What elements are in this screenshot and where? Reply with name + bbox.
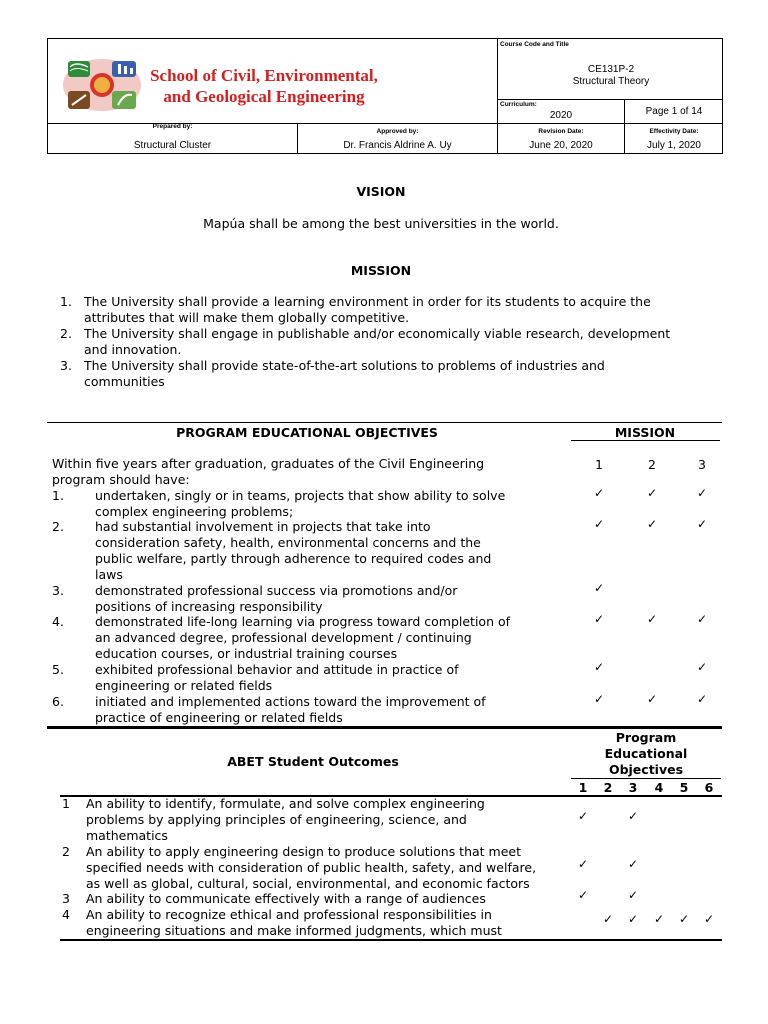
peo-col-1: 1 (595, 457, 603, 472)
abet-row-text: as well as global, cultural, social, environmental, and economic factors (86, 876, 530, 891)
abet-row-text: An ability to communicate effectively with a range of audiences (86, 891, 486, 906)
peo-mission-rule (571, 440, 720, 441)
mission-item-text: The University shall provide a learning environment in order for its students to acquire the (84, 294, 651, 309)
peo-row-number: 5. (52, 662, 64, 677)
approved-value: Dr. Francis Aldrine A. Uy (343, 140, 452, 151)
peo-row-text: initiated and implemented actions toward the improvement of (95, 694, 486, 709)
peo-title: PROGRAM EDUCATIONAL OBJECTIVES (176, 425, 438, 440)
check-mark-icon: ✓ (696, 692, 708, 706)
prepared-label: Prepared by: (152, 123, 193, 130)
check-mark-icon: ✓ (627, 809, 639, 823)
abet-peo-header-line1: Program (615, 730, 677, 745)
check-mark-icon: ✓ (696, 486, 708, 500)
peo-row-text: demonstrated life-long learning via progress toward completion of (95, 614, 511, 629)
peo-row-text: laws (95, 567, 123, 582)
prepared-value: Structural Cluster (133, 140, 212, 151)
abet-row-number: 2 (62, 844, 70, 859)
abet-col-label: 5 (679, 780, 689, 795)
document-header (47, 38, 723, 154)
effectivity-value: July 1, 2020 (647, 140, 701, 151)
abet-peo-rule (571, 778, 721, 779)
abet-row-number: 3 (62, 891, 70, 906)
peo-row-text: demonstrated professional success via promotions and/or (95, 583, 458, 598)
school-name-line1: School of Civil, Environmental, (150, 66, 378, 85)
check-mark-icon: ✓ (577, 809, 589, 823)
mission-item-number: 3. (60, 358, 72, 373)
peo-col-2: 2 (648, 457, 656, 472)
check-mark-icon: ✓ (593, 692, 605, 706)
peo-intro-line2: program should have: (52, 472, 190, 487)
mission-item-number: 2. (60, 326, 72, 341)
mission-item-number: 1. (60, 294, 72, 309)
peo-row-number: 6. (52, 694, 64, 709)
check-mark-icon: ✓ (696, 660, 708, 674)
course-code: CE131P-2 (587, 64, 635, 75)
abet-peo-header-line2: Educational (604, 746, 688, 761)
abet-col-label: 3 (628, 780, 638, 795)
peo-row-text: undertaken, singly or in teams, projects that show ability to solve (95, 488, 506, 503)
check-mark-icon: ✓ (703, 912, 715, 926)
check-mark-icon: ✓ (593, 486, 605, 500)
mission-item-text: The University shall engage in publishable and/or economically viable research, development (84, 326, 671, 341)
abet-row-text: An ability to identify, formulate, and solve complex engineering (86, 796, 485, 811)
peo-row-text: complex engineering problems; (95, 504, 294, 519)
school-seal-icon (60, 57, 144, 113)
peo-intro (52, 456, 572, 488)
effectivity-label: Effectivity Date: (649, 128, 699, 135)
check-mark-icon: ✓ (577, 888, 589, 902)
abet-col-label: 2 (603, 780, 613, 795)
abet-row-text: problems by applying principles of engineering, science, and (86, 812, 467, 827)
school-logo (60, 57, 144, 113)
vision-title: VISION (356, 184, 406, 199)
course-label: Course Code and Title (500, 41, 569, 48)
abet-row-number: 4 (62, 907, 70, 922)
peo-bottom-rule (47, 726, 722, 729)
peo-row-text: exhibited professional behavior and attitude in practice of (95, 662, 459, 677)
check-mark-icon: ✓ (696, 612, 708, 626)
peo-row-number: 4. (52, 614, 64, 629)
check-mark-icon: ✓ (593, 612, 605, 626)
abet-col-label: 1 (578, 780, 588, 795)
vision-text: Mapúa shall be among the best universities in the world. (203, 216, 559, 231)
peo-row-number: 1. (52, 488, 64, 503)
peo-row-text: had substantial involvement in projects that take into (95, 519, 431, 534)
check-mark-icon: ✓ (678, 912, 690, 926)
peo-row-text: consideration safety, health, environmental concerns and the (95, 535, 481, 550)
curriculum-value: 2020 (549, 110, 573, 121)
abet-peo-header-line3: Objectives (608, 762, 684, 777)
check-mark-icon: ✓ (646, 486, 658, 500)
mission-item-text: The University shall provide state-of-the-art solutions to problems of industries and (84, 358, 605, 373)
revision-label: Revision Date: (538, 128, 584, 135)
abet-title: ABET Student Outcomes (227, 754, 399, 769)
page-number: Page 1 of 14 (645, 106, 703, 117)
peo-row-number: 3. (52, 583, 64, 598)
check-mark-icon: ✓ (593, 581, 605, 595)
peo-row-text: engineering or related fields (95, 678, 273, 693)
check-mark-icon: ✓ (577, 857, 589, 871)
mission-item-text: communities (84, 374, 165, 389)
check-mark-icon: ✓ (646, 692, 658, 706)
check-mark-icon: ✓ (646, 612, 658, 626)
check-mark-icon: ✓ (653, 912, 665, 926)
peo-row-text: public welfare, partly through adherence to required codes and (95, 551, 492, 566)
check-mark-icon: ✓ (593, 660, 605, 674)
revision-value: June 20, 2020 (529, 140, 593, 151)
abet-row-text: specified needs with consideration of public health, safety, and welfare, (86, 860, 537, 875)
mission-item-text: attributes that will make them globally competitive. (84, 310, 410, 325)
peo-intro-line1: Within five years after graduation, graduates of the Civil Engineering (52, 456, 485, 471)
curriculum-label: Curriculum: (500, 101, 537, 108)
abet-col-label: 4 (654, 780, 664, 795)
check-mark-icon: ✓ (602, 912, 614, 926)
peo-top-rule (47, 422, 722, 423)
abet-col-label: 6 (704, 780, 714, 795)
abet-bottom-rule (60, 939, 722, 941)
check-mark-icon: ✓ (646, 517, 658, 531)
mission-item-text: and innovation. (84, 342, 182, 357)
peo-col-3: 3 (698, 457, 706, 472)
check-mark-icon: ✓ (593, 517, 605, 531)
peo-mission-header: MISSION (614, 425, 676, 440)
check-mark-icon: ✓ (627, 912, 639, 926)
check-mark-icon: ✓ (627, 857, 639, 871)
check-mark-icon: ✓ (696, 517, 708, 531)
abet-row-number: 1 (62, 796, 70, 811)
abet-row-text: An ability to apply engineering design to produce solutions that meet (86, 844, 521, 859)
school-name-line2: and Geological Engineering (163, 87, 365, 106)
course-title: Structural Theory (572, 76, 650, 87)
abet-peo-header (571, 730, 721, 778)
abet-row-text: mathematics (86, 828, 168, 843)
peo-row-number: 2. (52, 519, 64, 534)
peo-row-text: education courses, or industrial training courses (95, 646, 398, 661)
check-mark-icon: ✓ (627, 888, 639, 902)
peo-row-text: practice of engineering or related fields (95, 710, 343, 725)
approved-label: Approved by: (376, 128, 419, 135)
mission-title: MISSION (350, 263, 412, 278)
abet-row-text: engineering situations and make informed judgments, which must (86, 923, 502, 938)
abet-row-text: An ability to recognize ethical and professional responsibilities in (86, 907, 492, 922)
peo-row-text: an advanced degree, professional development / continuing (95, 630, 472, 645)
peo-row-text: positions of increasing responsibility (95, 599, 323, 614)
